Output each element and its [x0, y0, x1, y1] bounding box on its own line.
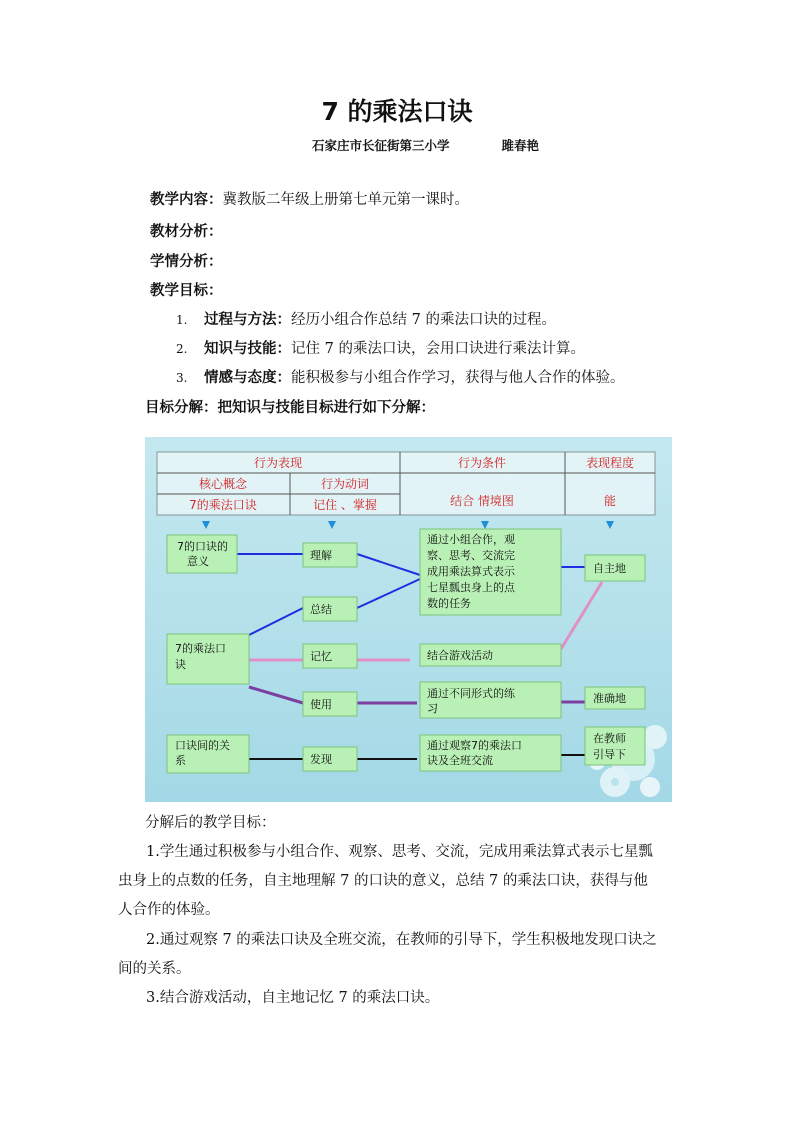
- degree-accurate-text: 准确地: [593, 692, 626, 705]
- goal-text: 能积极参与小组合作学习，获得与他人合作的体验。: [291, 370, 625, 386]
- verb-use-text: 使用: [310, 698, 332, 711]
- condition-group-text: 察、思考、交流完: [427, 549, 515, 562]
- author-name: 雎春艳: [501, 138, 540, 153]
- header-degree: 表现程度: [585, 456, 635, 470]
- arrow-down-icon: [328, 521, 336, 529]
- objective-line: 间的关系。: [118, 961, 191, 977]
- verb-remember-text: 记忆: [310, 650, 332, 663]
- learner-analysis-label: 学情分析：: [150, 254, 223, 270]
- concept-table-text: 7的乘法口: [175, 642, 226, 655]
- teaching-content-label: 教学内容：: [150, 192, 223, 208]
- goal-number: 3.: [176, 371, 188, 385]
- byline: [312, 136, 539, 154]
- verb-discover-text: 发现: [310, 753, 332, 766]
- teaching-content-value: 冀教版二年级上册第七单元第一课时。: [222, 192, 469, 208]
- textbook-analysis-line: [150, 222, 223, 242]
- concept-meaning-text: 意义: [187, 555, 209, 568]
- condition-group-text: 成用乘法算式表示: [427, 565, 515, 578]
- down-arrows: [202, 521, 614, 529]
- objective-paragraph: [118, 838, 708, 925]
- goal-label: 过程与方法：: [204, 312, 291, 328]
- goal-label: 知识与技能：: [204, 341, 291, 357]
- condition-practice-text: 通过不同形式的练: [427, 687, 515, 700]
- condition-observe-text: 诀及全班交流: [427, 754, 493, 767]
- goal-item: [176, 310, 556, 330]
- teaching-content-line: [150, 190, 469, 210]
- objective-line: 2.通过观察 7 的乘法口诀及全班交流，在教师的引导下，学生积极地发现口诀之: [146, 932, 657, 948]
- concept-table-text: 诀: [175, 658, 186, 671]
- goal-number: 2.: [176, 342, 188, 356]
- objective-paragraph: [118, 984, 708, 1013]
- verb-summarize-text: 总结: [310, 603, 332, 616]
- goal-decomposition-diagram: [145, 437, 672, 802]
- goal-number: 1.: [176, 313, 188, 327]
- objective-line: 虫身上的点数的任务，自主地理解 7 的口诀的意义，总结 7 的乘法口诀，获得与他: [118, 873, 648, 889]
- condition-group-text: 通过小组合作，观: [427, 533, 515, 546]
- degree-teacher-text: 在教师: [593, 732, 626, 745]
- objective-line: 3.结合游戏活动，自主地记忆 7 的乘法口诀。: [146, 990, 440, 1006]
- concept-relation-text: 口诀间的关: [175, 739, 230, 752]
- school-name: 石家庄市长征街第三小学: [312, 138, 450, 153]
- arrow-down-icon: [481, 521, 489, 529]
- condition-observe-text: 通过观察7的乘法口: [427, 739, 522, 752]
- header-behavior: 行为表现: [253, 456, 303, 470]
- teaching-goals-line: [150, 281, 223, 301]
- header-concept-value: 7的乘法口诀: [189, 498, 257, 512]
- header-core-concept: 核心概念: [198, 477, 248, 491]
- condition-group-text: 数的任务: [427, 597, 471, 610]
- condition-group-text: 七星瓢虫身上的点: [427, 581, 515, 594]
- degree-autonomous-text: 自主地: [593, 562, 626, 575]
- header-degree-value: 能: [603, 494, 617, 508]
- condition-practice-text: 习: [427, 702, 438, 715]
- objective-line: 人合作的体验。: [118, 902, 220, 918]
- page-title: 7 的乘法口诀: [321, 97, 473, 126]
- after-heading: 分解后的教学目标：: [145, 815, 276, 831]
- teaching-goals-label: 教学目标：: [150, 283, 223, 299]
- degree-teacher-text: 引导下: [593, 748, 626, 761]
- textbook-analysis-label: 教材分析：: [150, 224, 223, 240]
- arrow-down-icon: [202, 521, 210, 529]
- decomposition-heading: 目标分解：把知识与技能目标进行如下分解：: [145, 400, 435, 416]
- learner-analysis-line: [150, 252, 223, 272]
- arrow-down-icon: [606, 521, 614, 529]
- concept-meaning-text: 7的口诀的: [177, 540, 228, 553]
- header-verb: 行为动词: [320, 477, 370, 491]
- goal-item: [176, 339, 585, 359]
- header-condition: 行为条件: [457, 456, 507, 470]
- goal-label: 情感与态度：: [204, 370, 291, 386]
- verb-understand-text: 理解: [310, 549, 332, 562]
- objective-paragraph: [118, 926, 708, 984]
- header-verb-value: 记住 、掌握: [313, 498, 377, 512]
- goal-item: [176, 368, 625, 388]
- header-condition-value: 结合 情境图: [450, 494, 514, 508]
- concept-relation-text: 系: [175, 754, 186, 767]
- condition-game-text: 结合游戏活动: [427, 649, 493, 662]
- objective-line: 1.学生通过积极参与小组合作、观察、思考、交流，完成用乘法算式表示七星瓢: [146, 844, 653, 860]
- goal-text: 经历小组合作总结 7 的乘法口诀的过程。: [291, 312, 556, 328]
- goal-text: 记住 7 的乘法口诀，会用口诀进行乘法计算。: [291, 341, 585, 357]
